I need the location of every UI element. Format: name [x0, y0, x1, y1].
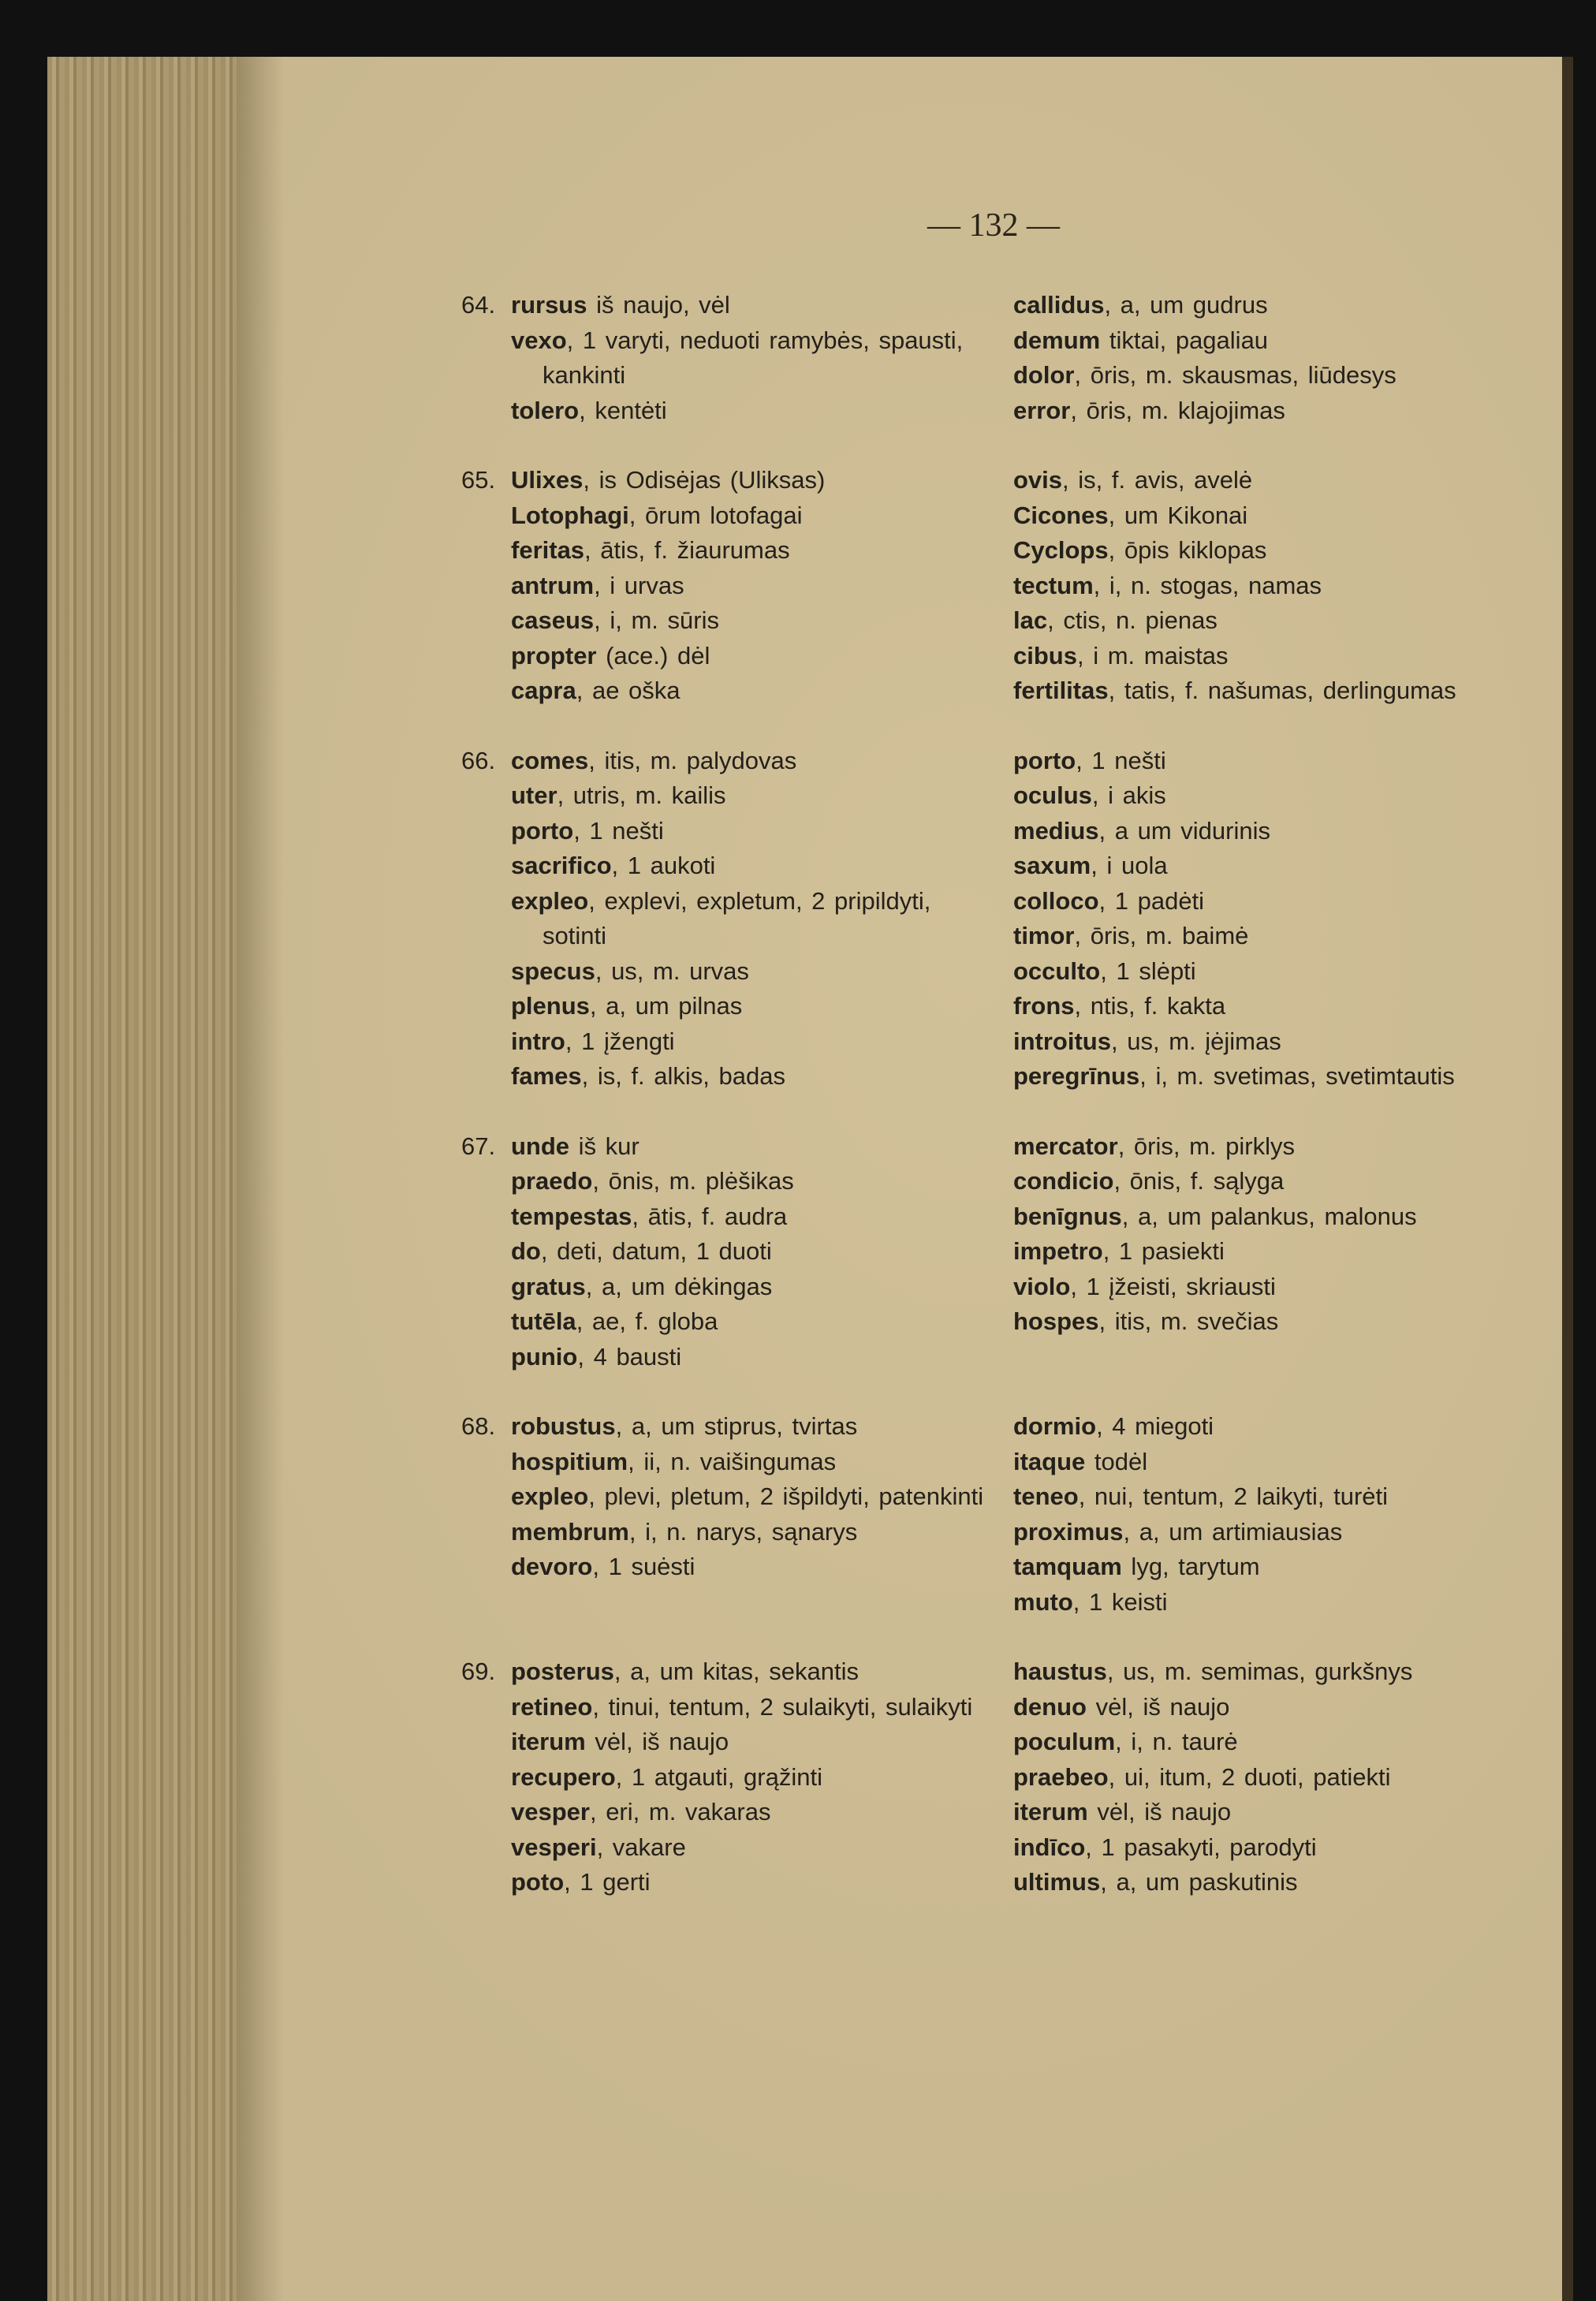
vocab-entry — [511, 569, 984, 604]
vocab-entry — [511, 1865, 984, 1900]
latin-term: indīco — [1013, 1833, 1086, 1861]
translation: vėl, iš naujo — [1087, 1692, 1230, 1721]
translation: , ōris, m. skausmas, liūdesys — [1074, 361, 1396, 389]
left-column — [511, 1409, 984, 1620]
lesson-number: 64. — [461, 291, 496, 319]
latin-term: Cicones — [1013, 501, 1109, 529]
vocab-entry — [511, 1024, 984, 1060]
latin-term: praebeo — [1013, 1762, 1109, 1791]
translation: , 1 pasakyti, parodyti — [1085, 1833, 1317, 1861]
translation: , ōrum lotofagai — [628, 501, 803, 529]
vocab-entry — [511, 1479, 984, 1515]
left-column — [511, 744, 984, 1095]
latin-term: vexo — [511, 326, 567, 354]
latin-term: expleo — [511, 1482, 589, 1510]
vocab-entry — [1013, 288, 1534, 323]
vocab-entry — [1013, 1515, 1534, 1550]
translation: , i, n. stogas, namas — [1093, 571, 1322, 599]
lesson-section — [461, 288, 1534, 428]
translation: , ii, n. vaišingumas — [628, 1447, 837, 1475]
latin-term: porto — [1013, 746, 1076, 774]
vocab-entry — [511, 1164, 984, 1199]
vocabulary-list — [461, 288, 1534, 1935]
translation: , ōris, m. klajojimas — [1070, 396, 1285, 424]
lesson-section — [461, 744, 1534, 1095]
vocab-entry — [1013, 1585, 1534, 1620]
vocab-entry — [1013, 848, 1534, 884]
translation: , a, um stiprus, tvirtas — [615, 1412, 858, 1440]
vocab-entry — [511, 393, 984, 429]
translation: , ātis, f. žiaurumas — [584, 536, 790, 564]
translation: , tinui, tentum, 2 sulaikyti, sulaikyti — [592, 1692, 973, 1721]
latin-term: ultimus — [1013, 1868, 1101, 1896]
latin-term: recupero — [511, 1762, 616, 1791]
translation: , is, f. alkis, badas — [581, 1062, 785, 1090]
latin-term: saxum — [1013, 852, 1091, 879]
translation: , 4 miegoti — [1096, 1412, 1214, 1440]
latin-term: frons — [1013, 992, 1075, 1020]
vocab-entry — [1013, 1304, 1534, 1340]
vocab-entry — [511, 1059, 984, 1095]
vocab-entry — [1013, 1270, 1534, 1305]
right-column — [984, 744, 1534, 1095]
right-column — [984, 1409, 1534, 1620]
latin-term: porto — [511, 816, 574, 845]
translation: , ui, itum, 2 duoti, patiekti — [1108, 1762, 1391, 1791]
vocab-entry — [1013, 1654, 1534, 1690]
vocab-entry — [1013, 1479, 1534, 1515]
latin-term: poculum — [1013, 1728, 1116, 1755]
latin-term: occulto — [1013, 957, 1101, 985]
vocab-entry — [1013, 1059, 1534, 1095]
translation: , 1 varyti, neduoti ramybės, spausti, kankinti — [543, 326, 964, 389]
vocab-entry — [1013, 1164, 1534, 1199]
vocab-entry — [1013, 569, 1534, 604]
translation: , itis, m. palydovas — [588, 746, 797, 774]
page-edge — [1562, 57, 1573, 2301]
vocab-entry — [511, 954, 984, 990]
translation: , ōris, m. pirklys — [1117, 1132, 1295, 1160]
lesson-number: 68. — [461, 1412, 496, 1440]
lesson-section — [461, 1654, 1534, 1900]
latin-term: rursus — [511, 291, 587, 319]
translation: , deti, datum, 1 duoti — [540, 1237, 772, 1265]
vocab-entry — [1013, 639, 1534, 674]
translation: , 1 slėpti — [1100, 957, 1196, 985]
left-column — [511, 288, 984, 428]
translation: , explevi, expletum, 2 pripildyti, sotinti — [543, 886, 931, 949]
latin-term: impetro — [1013, 1237, 1103, 1265]
translation: , 1 įžengti — [565, 1027, 675, 1055]
translation: , ōris, m. baimė — [1074, 922, 1249, 949]
translation: , 1 nešti — [1076, 746, 1166, 774]
latin-term: caseus — [511, 606, 595, 634]
latin-term: comes — [511, 746, 589, 774]
vocab-entry — [1013, 673, 1534, 709]
latin-term: plenus — [511, 992, 590, 1020]
latin-term: poto — [511, 1868, 565, 1896]
vocab-entry — [1013, 778, 1534, 814]
latin-term: retineo — [511, 1692, 593, 1721]
latin-term: capra — [511, 677, 576, 704]
lesson-number: 66. — [461, 746, 496, 774]
vocab-entry — [1013, 814, 1534, 849]
vocab-entry — [1013, 954, 1534, 990]
vocab-entry — [511, 1550, 984, 1585]
vocab-entry — [511, 1690, 984, 1725]
vocab-entry — [1013, 1550, 1534, 1585]
translation: (ace.) dėl — [596, 641, 710, 669]
vocab-entry — [1013, 884, 1534, 919]
latin-term: muto — [1013, 1587, 1073, 1616]
vocab-entry — [1013, 1129, 1534, 1165]
vocab-entry — [1013, 1830, 1534, 1866]
vocab-entry — [511, 1654, 984, 1690]
translation: , is Odisėjas (Uliksas) — [583, 466, 826, 494]
translation: , um Kikonai — [1108, 501, 1248, 529]
latin-term: expleo — [511, 886, 589, 915]
translation: , ōnis, f. sąlyga — [1113, 1167, 1285, 1195]
latin-term: callidus — [1013, 291, 1105, 319]
vocab-entry — [1013, 1760, 1534, 1796]
lesson-section — [461, 1129, 1534, 1375]
translation: , ātis, f. audra — [632, 1202, 788, 1230]
vocab-entry — [511, 533, 984, 569]
vocab-entry — [1013, 744, 1534, 779]
vocab-entry — [511, 778, 984, 814]
vocab-entry — [511, 884, 984, 954]
translation: , i m. maistas — [1076, 641, 1229, 669]
translation: iš naujo, vėl — [587, 291, 730, 319]
page-gutter — [47, 57, 237, 2301]
translation: , ōnis, m. plėšikas — [592, 1167, 794, 1195]
latin-term: punio — [511, 1342, 578, 1371]
lesson-number: 65. — [461, 466, 496, 494]
translation: lyg, tarytum — [1121, 1553, 1260, 1580]
latin-term: specus — [511, 957, 595, 985]
latin-term: unde — [511, 1132, 570, 1160]
translation: todėl — [1085, 1447, 1148, 1475]
lesson-section — [461, 1409, 1534, 1620]
vocab-entry — [511, 673, 984, 709]
vocab-entry — [511, 1270, 984, 1305]
vocab-entry — [1013, 603, 1534, 639]
latin-term: introitus — [1013, 1027, 1111, 1055]
translation: , vakare — [596, 1833, 686, 1861]
translation: , utris, m. kailis — [557, 781, 726, 809]
translation: , kentėti — [579, 396, 667, 424]
latin-term: hospes — [1013, 1307, 1099, 1335]
translation: , is, f. avis, avelė — [1062, 466, 1253, 494]
translation: , ctis, n. pienas — [1047, 606, 1218, 634]
translation: , a, um gudrus — [1104, 291, 1268, 319]
translation: , a, um pilnas — [589, 992, 743, 1020]
translation: , ntis, f. kakta — [1074, 992, 1226, 1020]
vocab-entry — [1013, 1795, 1534, 1830]
translation: , ae oška — [576, 677, 681, 704]
latin-term: posterus — [511, 1658, 614, 1685]
translation: , us, m. įėjimas — [1111, 1027, 1281, 1055]
translation: , i, n. taurė — [1115, 1728, 1238, 1755]
translation: , i akis — [1091, 781, 1166, 809]
latin-term: tutēla — [511, 1307, 576, 1335]
latin-term: dormio — [1013, 1412, 1097, 1440]
vocab-entry — [1013, 919, 1534, 954]
latin-term: tolero — [511, 396, 580, 424]
vocab-entry — [511, 1129, 984, 1165]
latin-term: mercator — [1013, 1132, 1118, 1160]
latin-term: tempestas — [511, 1202, 632, 1230]
latin-term: denuo — [1013, 1692, 1087, 1721]
translation: , a, um kitas, sekantis — [613, 1658, 859, 1685]
latin-term: hospitium — [511, 1447, 628, 1475]
latin-term: violo — [1013, 1272, 1071, 1300]
vocab-entry — [1013, 1199, 1534, 1235]
vocab-entry — [1013, 358, 1534, 393]
latin-term: Lotophagi — [511, 501, 629, 529]
latin-term: iterum — [511, 1728, 586, 1755]
vocab-entry — [1013, 393, 1534, 429]
lesson-number: 67. — [461, 1132, 496, 1160]
latin-term: fertilitas — [1013, 677, 1109, 704]
vocab-entry — [511, 989, 984, 1024]
latin-term: benīgnus — [1013, 1202, 1122, 1230]
right-column — [984, 1654, 1534, 1900]
latin-term: propter — [511, 641, 597, 669]
page-number: — 132 — — [927, 207, 1060, 244]
latin-term: antrum — [511, 571, 595, 599]
vocab-entry — [511, 1515, 984, 1550]
vocab-entry — [1013, 1725, 1534, 1760]
translation: , a, um paskutinis — [1100, 1868, 1298, 1896]
latin-term: robustus — [511, 1412, 616, 1440]
vocab-entry — [511, 1409, 984, 1445]
translation: , 1 įžeisti, skriausti — [1070, 1272, 1276, 1300]
translation: tiktai, pagaliau — [1100, 326, 1269, 354]
translation: , 1 padėti — [1098, 886, 1205, 915]
translation: , tatis, f. našumas, derlingumas — [1108, 677, 1456, 704]
translation: vėl, iš naujo — [585, 1728, 729, 1755]
latin-term: do — [511, 1237, 541, 1265]
translation: , i, m. svetimas, svetimtautis — [1139, 1062, 1455, 1090]
translation: , ae, f. globa — [576, 1307, 718, 1335]
translation: , i, m. sūris — [594, 606, 719, 634]
latin-term: praedo — [511, 1167, 593, 1195]
translation: , i uola — [1091, 852, 1168, 879]
latin-term: vesper — [511, 1798, 590, 1826]
translation: , us, m. urvas — [595, 957, 749, 985]
vocab-entry — [511, 848, 984, 884]
translation: , eri, m. vakaras — [589, 1798, 771, 1826]
lesson-number: 69. — [461, 1658, 496, 1685]
latin-term: ovis — [1013, 466, 1063, 494]
translation: iš kur — [569, 1132, 640, 1160]
latin-term: dolor — [1013, 361, 1075, 389]
latin-term: haustus — [1013, 1658, 1107, 1685]
left-column — [511, 463, 984, 709]
translation: , 4 bausti — [577, 1342, 682, 1371]
vocab-entry — [511, 1199, 984, 1235]
latin-term: condicio — [1013, 1167, 1114, 1195]
latin-term: sacrifico — [511, 852, 612, 879]
translation: , nui, tentum, 2 laikyti, turėti — [1078, 1482, 1389, 1510]
latin-term: Ulixes — [511, 466, 584, 494]
latin-term: colloco — [1013, 886, 1099, 915]
translation: , 1 aukoti — [611, 852, 716, 879]
latin-term: devoro — [511, 1553, 593, 1580]
vocab-entry — [511, 1304, 984, 1340]
vocab-entry — [1013, 1690, 1534, 1725]
vocab-entry — [511, 1760, 984, 1796]
latin-term: error — [1013, 396, 1071, 424]
translation: , us, m. semimas, gurkšnys — [1106, 1658, 1413, 1685]
latin-term: demum — [1013, 326, 1101, 354]
vocab-entry — [511, 1340, 984, 1375]
latin-term: peregrīnus — [1013, 1062, 1140, 1090]
translation: , 1 gerti — [564, 1868, 651, 1896]
latin-term: timor — [1013, 922, 1075, 949]
latin-term: teneo — [1013, 1482, 1079, 1510]
latin-term: tamquam — [1013, 1553, 1122, 1580]
vocab-entry — [1013, 323, 1534, 359]
latin-term: medius — [1013, 816, 1099, 845]
vocab-entry — [511, 1234, 984, 1270]
vocab-entry — [1013, 989, 1534, 1024]
latin-term: cibus — [1013, 641, 1077, 669]
vocab-entry — [1013, 463, 1534, 498]
vocab-entry — [511, 744, 984, 779]
latin-term: proximus — [1013, 1517, 1124, 1546]
vocab-entry — [511, 1725, 984, 1760]
translation: , i urvas — [594, 571, 684, 599]
vocab-entry — [1013, 1865, 1534, 1900]
translation: , itis, m. svečias — [1098, 1307, 1279, 1335]
latin-term: intro — [511, 1027, 565, 1055]
latin-term: vesperi — [511, 1833, 597, 1861]
right-column — [984, 463, 1534, 709]
vocab-entry — [511, 498, 984, 534]
vocab-entry — [1013, 1445, 1534, 1480]
translation: , 1 pasiekti — [1102, 1237, 1225, 1265]
translation: , 1 nešti — [573, 816, 664, 845]
latin-term: itaque — [1013, 1447, 1086, 1475]
vocab-entry — [511, 1830, 984, 1866]
left-column — [511, 1654, 984, 1900]
translation: , 1 atgauti, grąžinti — [615, 1762, 822, 1791]
latin-term: lac — [1013, 606, 1048, 634]
translation: , a, um dėkingas — [585, 1272, 773, 1300]
latin-term: oculus — [1013, 781, 1092, 809]
vocab-entry — [511, 1445, 984, 1480]
translation: , plevi, pletum, 2 išpildyti, patenkinti — [588, 1482, 984, 1510]
translation: , a, um palankus, malonus — [1121, 1202, 1417, 1230]
latin-term: tectum — [1013, 571, 1094, 599]
translation: vėl, iš naujo — [1087, 1798, 1232, 1826]
latin-term: feritas — [511, 536, 585, 564]
latin-term: uter — [511, 781, 557, 809]
vocab-entry — [511, 1795, 984, 1830]
latin-term: fames — [511, 1062, 582, 1090]
vocab-entry — [511, 288, 984, 323]
translation: , i, n. narys, sąnarys — [628, 1517, 858, 1546]
latin-term: membrum — [511, 1517, 629, 1546]
translation: , 1 keisti — [1072, 1587, 1168, 1616]
translation: , 1 suėsti — [592, 1553, 695, 1580]
vocab-entry — [511, 603, 984, 639]
vocab-entry — [1013, 1409, 1534, 1445]
left-column — [511, 1129, 984, 1375]
right-column — [984, 1129, 1534, 1375]
latin-term: Cyclops — [1013, 536, 1109, 564]
lesson-section — [461, 463, 1534, 709]
right-column — [984, 288, 1534, 428]
translation: , a um vidurinis — [1098, 816, 1270, 845]
vocab-entry — [1013, 1024, 1534, 1060]
vocab-entry — [1013, 1234, 1534, 1270]
vocab-entry — [1013, 498, 1534, 534]
vocab-entry — [1013, 533, 1534, 569]
vocab-entry — [511, 639, 984, 674]
translation: , a, um artimiausias — [1123, 1517, 1343, 1546]
latin-term: gratus — [511, 1272, 586, 1300]
vocab-entry — [511, 323, 984, 393]
translation: , ōpis kiklopas — [1108, 536, 1267, 564]
latin-term: iterum — [1013, 1798, 1088, 1826]
vocab-entry — [511, 463, 984, 498]
vocab-entry — [511, 814, 984, 849]
gutter-shadow — [237, 57, 284, 2301]
